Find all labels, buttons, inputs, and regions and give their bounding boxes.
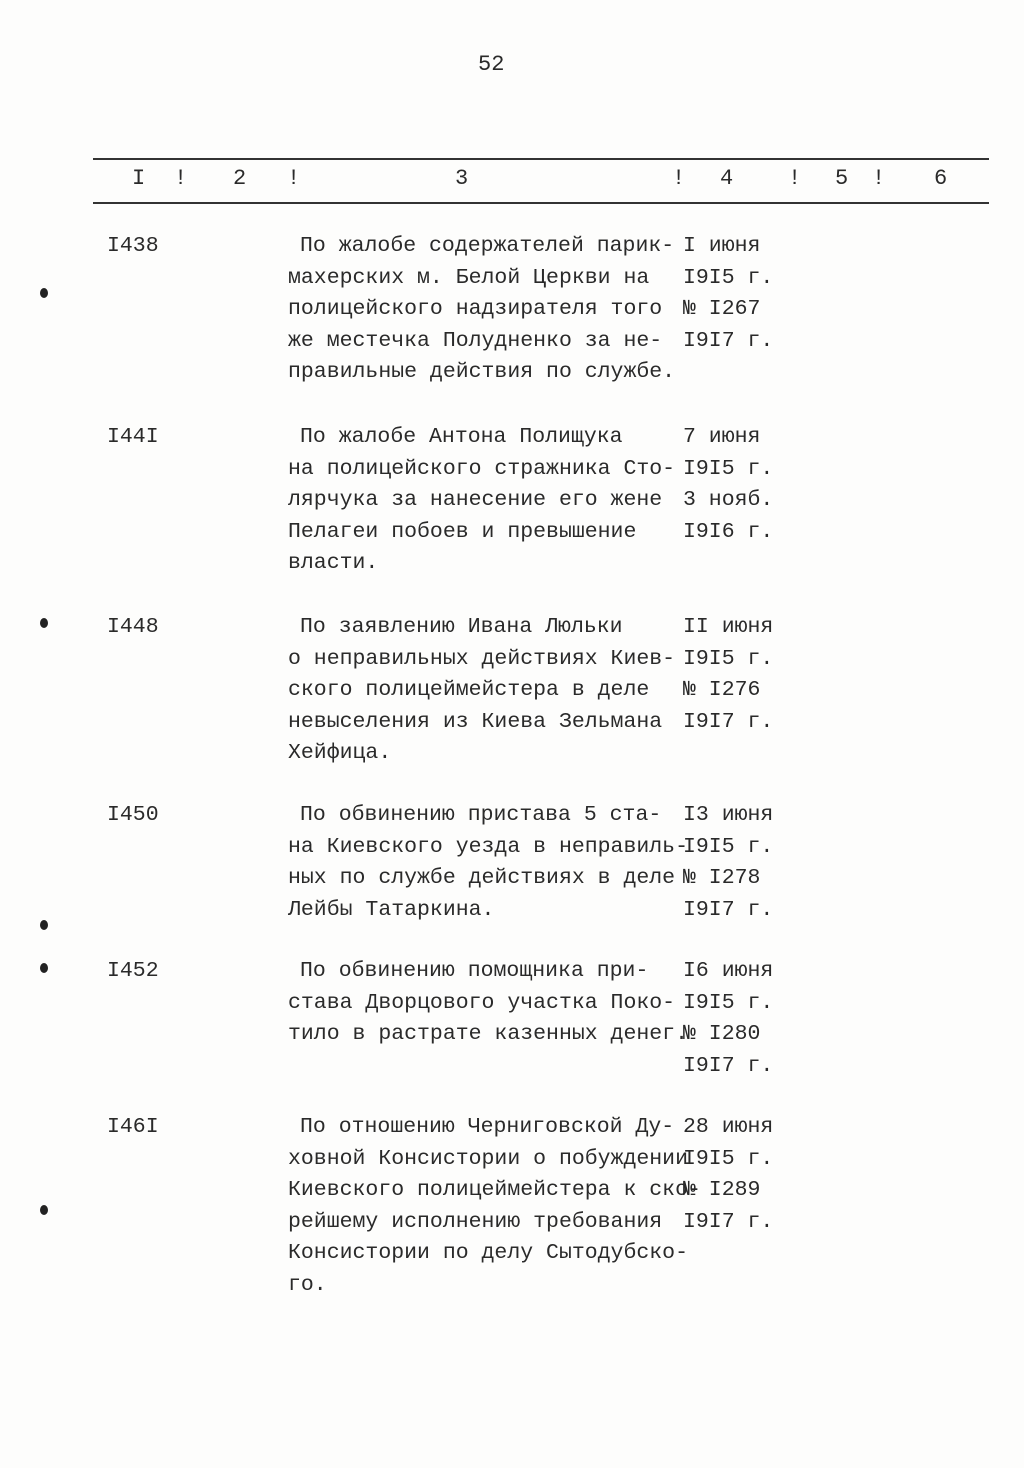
- entry-description: [288, 1112, 701, 1302]
- description-line: По обвинению пристава 5 ста-: [300, 803, 662, 827]
- date-line: I3 июня: [683, 803, 774, 827]
- entry-dates: [683, 231, 773, 357]
- column-header: I: [132, 166, 146, 191]
- date-line: I июня: [683, 234, 761, 258]
- description-line: По жалобе Антона Полищука: [300, 425, 623, 449]
- description-line: Киевского полицеймейстера к ско-: [288, 1178, 701, 1203]
- entry-number: I44I: [107, 425, 159, 449]
- entry-dates: [683, 422, 773, 548]
- date-line: I9I5 г.: [683, 990, 774, 1015]
- description-line: По заявлению Ивана Люльки: [300, 615, 623, 639]
- description-line: го.: [288, 1272, 327, 1297]
- description-line: Хейфица.: [288, 741, 392, 766]
- column-separator: !: [872, 166, 886, 191]
- date-line: I9I7 г.: [683, 328, 774, 353]
- date-line: I9I7 г.: [683, 1209, 774, 1234]
- date-line: № I267: [683, 297, 761, 322]
- description-line: рейшему исполнению требования: [288, 1209, 663, 1234]
- description-line: правильные действия по службе.: [288, 360, 676, 385]
- date-line: 7 июня: [683, 425, 761, 449]
- entry-description: [288, 422, 675, 580]
- date-line: I9I7 г.: [683, 1053, 774, 1078]
- entry-description: [288, 800, 688, 926]
- date-line: II июня: [683, 615, 774, 639]
- description-line: невыселения из Киева Зельмана: [288, 709, 663, 734]
- date-line: I9I5 г.: [683, 834, 774, 859]
- description-line: тило в растрате казенных денег.: [288, 1022, 688, 1047]
- entry-number: I452: [107, 959, 159, 983]
- entry-number: I448: [107, 615, 159, 639]
- date-line: I9I5 г.: [683, 456, 774, 481]
- description-line: о неправильных действиях Киев-: [288, 646, 676, 671]
- description-line: махерских м. Белой Церкви на: [288, 265, 650, 290]
- entry-dates: [683, 1112, 773, 1238]
- date-line: I6 июня: [683, 959, 774, 983]
- date-line: № I280: [683, 1022, 761, 1047]
- entry-dates: [683, 800, 773, 926]
- entry-description: [288, 956, 688, 1051]
- description-line: Консистории по делу Сытодубско-: [288, 1241, 688, 1266]
- entry-dates: [683, 956, 773, 1082]
- column-header: 4: [720, 166, 734, 191]
- description-line: ных по службе действиях в деле: [288, 866, 676, 891]
- description-line: става Дворцового участка Поко-: [288, 990, 676, 1015]
- description-line: Пелагеи побоев и превышение: [288, 519, 637, 544]
- column-header: 5: [835, 166, 849, 191]
- description-line: ского полицеймейстера в деле: [288, 678, 650, 703]
- date-line: I9I5 г.: [683, 265, 774, 290]
- description-line: По жалобе содержателей парик-: [300, 234, 675, 258]
- date-line: I9I6 г.: [683, 519, 774, 544]
- page-number: 52: [478, 52, 505, 77]
- scan-spot: [40, 963, 48, 973]
- entry-number: I46I: [107, 1115, 159, 1139]
- entry-number: I438: [107, 234, 159, 258]
- entry-description: [288, 231, 675, 389]
- description-line: же местечка Полудненко за не-: [288, 328, 663, 353]
- description-line: власти.: [288, 551, 379, 576]
- column-separator: !: [287, 166, 301, 191]
- date-line: I9I5 г.: [683, 1146, 774, 1171]
- date-line: № I278: [683, 866, 761, 891]
- header-top-rule: [93, 158, 989, 160]
- description-line: полицейского надзирателя того: [288, 297, 663, 322]
- column-header: 2: [233, 166, 247, 191]
- entry-dates: [683, 612, 773, 738]
- scan-spot: [40, 288, 48, 298]
- description-line: ховной Консистории о побуждении: [288, 1146, 688, 1171]
- column-header: 3: [455, 166, 469, 191]
- scan-spot: [40, 920, 48, 930]
- description-line: на Киевского уезда в неправиль-: [288, 834, 688, 859]
- entry-number: I450: [107, 803, 159, 827]
- description-line: По обвинению помощника при-: [300, 959, 649, 983]
- entry-description: [288, 612, 675, 770]
- date-line: 28 июня: [683, 1115, 774, 1139]
- description-line: Лейбы Татаркина.: [288, 897, 495, 922]
- column-separator: !: [788, 166, 802, 191]
- date-line: I9I7 г.: [683, 709, 774, 734]
- date-line: 3 нояб.: [683, 488, 774, 513]
- date-line: № I276: [683, 678, 761, 703]
- description-line: По отношению Черниговской Ду-: [300, 1115, 675, 1139]
- header-bottom-rule: [93, 202, 989, 204]
- scan-spot: [40, 618, 48, 628]
- column-separator: !: [174, 166, 188, 191]
- date-line: I9I7 г.: [683, 897, 774, 922]
- column-header: 6: [934, 166, 948, 191]
- column-separator: !: [672, 166, 686, 191]
- date-line: № I289: [683, 1178, 761, 1203]
- date-line: I9I5 г.: [683, 646, 774, 671]
- description-line: на полицейского стражника Сто-: [288, 456, 676, 481]
- scan-spot: [40, 1205, 48, 1215]
- description-line: лярчука за нанесение его жене: [288, 488, 663, 513]
